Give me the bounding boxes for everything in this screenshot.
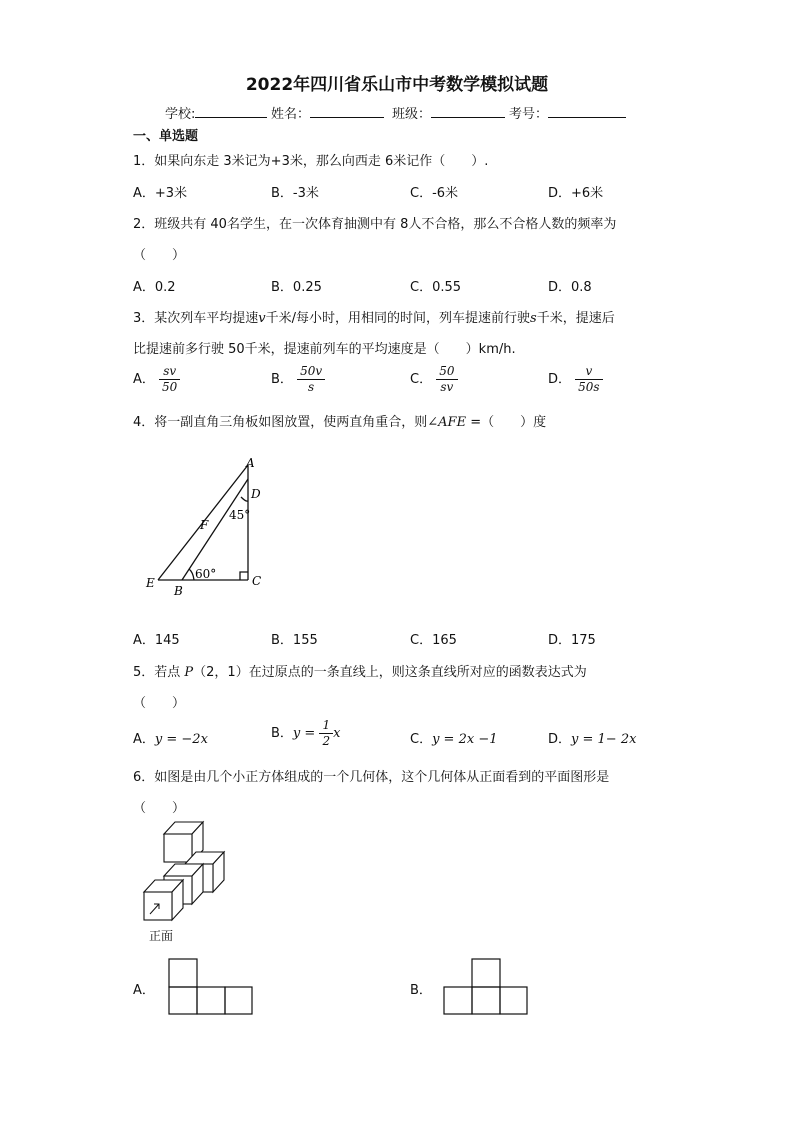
q1-option-c: C．-6米 xyxy=(410,186,459,201)
denominator: 50 xyxy=(162,380,178,394)
q4-option-d: D．175 xyxy=(548,633,596,648)
label-b: B xyxy=(174,584,183,598)
school-label: 学校: xyxy=(165,107,196,122)
q2-option-a: A．0.2 xyxy=(133,280,176,295)
q3-var-s: s xyxy=(530,311,537,326)
option-expr: y = 2x −1 xyxy=(432,732,498,747)
exam-no-field[interactable] xyxy=(509,103,626,122)
label-60: 60° xyxy=(195,567,217,581)
label-f: F xyxy=(200,518,209,532)
class-field[interactable] xyxy=(392,103,505,122)
section-heading: 一、单选题 xyxy=(133,129,199,144)
option-label: D． xyxy=(548,372,572,387)
q1-option-b: B．-3米 xyxy=(271,186,319,201)
q5-option-c xyxy=(410,728,497,747)
q4-text-part: =（ ）度 xyxy=(466,415,547,430)
angle-arc-60 xyxy=(189,569,194,580)
denominator: 2 xyxy=(322,734,331,748)
name-blank[interactable] xyxy=(310,103,384,118)
q4-option-a: A．145 xyxy=(133,633,180,648)
angle-arc-45 xyxy=(241,497,248,501)
q3-option-b xyxy=(271,364,325,395)
q5-text-part: 5．若点 xyxy=(133,665,185,680)
fraction xyxy=(297,364,325,395)
option-label: B． xyxy=(271,726,293,741)
q6-cube-figure xyxy=(140,818,240,924)
q3-option-d xyxy=(548,364,603,395)
name-field[interactable] xyxy=(271,103,384,122)
q5-option-b xyxy=(271,718,340,749)
page-title: 2022年四川省乐山市中考数学模拟试题 xyxy=(245,75,549,95)
label-c: C xyxy=(252,574,262,588)
q6-option-a-label: A． xyxy=(133,983,155,998)
q3-option-a xyxy=(133,364,180,395)
fraction xyxy=(159,364,180,395)
q2-option-b: B．0.25 xyxy=(271,280,322,295)
q3-option-c xyxy=(410,364,458,395)
q4-text-part: 4．将一副直角三角板如图放置，使两直角重合，则 xyxy=(133,415,428,430)
option-label: A． xyxy=(133,372,155,387)
square xyxy=(225,987,252,1014)
q4-angle-expr: ∠AFE xyxy=(427,415,467,430)
fraction xyxy=(436,364,457,395)
fraction xyxy=(575,364,602,395)
q2-option-c: C．0.55 xyxy=(410,280,462,295)
numerator: v xyxy=(575,364,602,380)
option-expr: y = −2x xyxy=(154,732,208,747)
cube-front-face xyxy=(144,892,172,920)
q3-text-line2: 比提速前多行驶 50千米，提速前列车的平均速度是（ ）km/h. xyxy=(133,342,516,357)
q5-option-a xyxy=(133,728,208,747)
square xyxy=(197,987,225,1014)
fraction xyxy=(319,718,333,749)
q5-text-part: （2，1）在过原点的一条直线上，则这条直线所对应的函数表达式为 xyxy=(193,665,587,680)
right-angle-mark xyxy=(240,572,248,580)
option-label: B． xyxy=(271,372,293,387)
square xyxy=(500,987,527,1014)
q1-option-d: D．+6米 xyxy=(548,186,604,201)
q4-text xyxy=(133,411,546,430)
label-e: E xyxy=(146,576,155,590)
label-a: A xyxy=(246,456,255,470)
exam-no-blank[interactable] xyxy=(548,103,626,118)
denominator: sv xyxy=(440,380,454,394)
option-expr: y = xyxy=(292,726,320,741)
cube-front-face xyxy=(164,834,192,862)
option-label: C． xyxy=(410,732,433,747)
q5-point-p: P xyxy=(184,665,194,680)
school-field[interactable] xyxy=(165,103,267,122)
label-d: D xyxy=(251,487,261,501)
square xyxy=(444,987,472,1014)
q2-paren: （ ） xyxy=(133,248,186,263)
q5-text xyxy=(133,661,587,680)
exam-no-label: 考号： xyxy=(509,107,549,122)
q6-paren: （ ） xyxy=(133,801,186,816)
q1-option-a: A．+3米 xyxy=(133,186,188,201)
square xyxy=(472,959,500,987)
name-label: 姓名： xyxy=(271,107,311,122)
numerator: 50 xyxy=(436,364,457,380)
denominator: s xyxy=(308,380,315,394)
class-blank[interactable] xyxy=(431,103,505,118)
school-blank[interactable] xyxy=(195,103,267,118)
numerator: sv xyxy=(159,364,180,380)
class-label: 班级： xyxy=(392,107,432,122)
line-bd xyxy=(182,479,251,580)
square xyxy=(169,959,197,987)
q2-option-d: D．0.8 xyxy=(548,280,592,295)
q6-option-b-figure xyxy=(441,957,531,1015)
q3-var-v: v xyxy=(258,311,266,326)
q4-option-c: C．165 xyxy=(410,633,457,648)
option-label: D． xyxy=(548,732,572,747)
front-view-label: 正面 xyxy=(149,929,174,943)
q5-option-d xyxy=(548,728,636,747)
q3-text-line1 xyxy=(133,307,615,326)
q6-text: 6．如图是由几个小正方体组成的一个几何体，这个几何体从正面看到的平面图形是 xyxy=(133,770,610,785)
q4-option-b: B．155 xyxy=(271,633,318,648)
option-expr: y = 1− 2x xyxy=(571,732,637,747)
label-45: 45° xyxy=(229,508,251,522)
q5-paren: （ ） xyxy=(133,696,186,711)
numerator: 1 xyxy=(319,718,333,734)
option-label: A． xyxy=(133,732,155,747)
numerator: 50v xyxy=(297,364,325,380)
option-label: C． xyxy=(410,372,433,387)
q3-text-part: 3．某次列车平均提速 xyxy=(133,311,259,326)
q1-text: 1．如果向东走 3米记为+3米，那么向西走 6米记作（ ）. xyxy=(133,154,489,169)
denominator: 50s xyxy=(578,380,600,394)
q4-triangle-figure xyxy=(140,455,270,600)
square xyxy=(169,987,197,1014)
q3-text-part: 千米，提速后 xyxy=(536,311,615,326)
q6-option-a-figure xyxy=(166,957,256,1015)
q2-text: 2．班级共有 40名学生，在一次体育抽测中有 8人不合格，那么不合格人数的频率为 xyxy=(133,217,617,232)
square xyxy=(472,987,500,1014)
q6-option-b-label: B． xyxy=(410,983,432,998)
option-expr: x xyxy=(333,726,341,741)
q3-text-part: 千米/每小时，用相同的时间，列车提速前行驶 xyxy=(265,311,531,326)
